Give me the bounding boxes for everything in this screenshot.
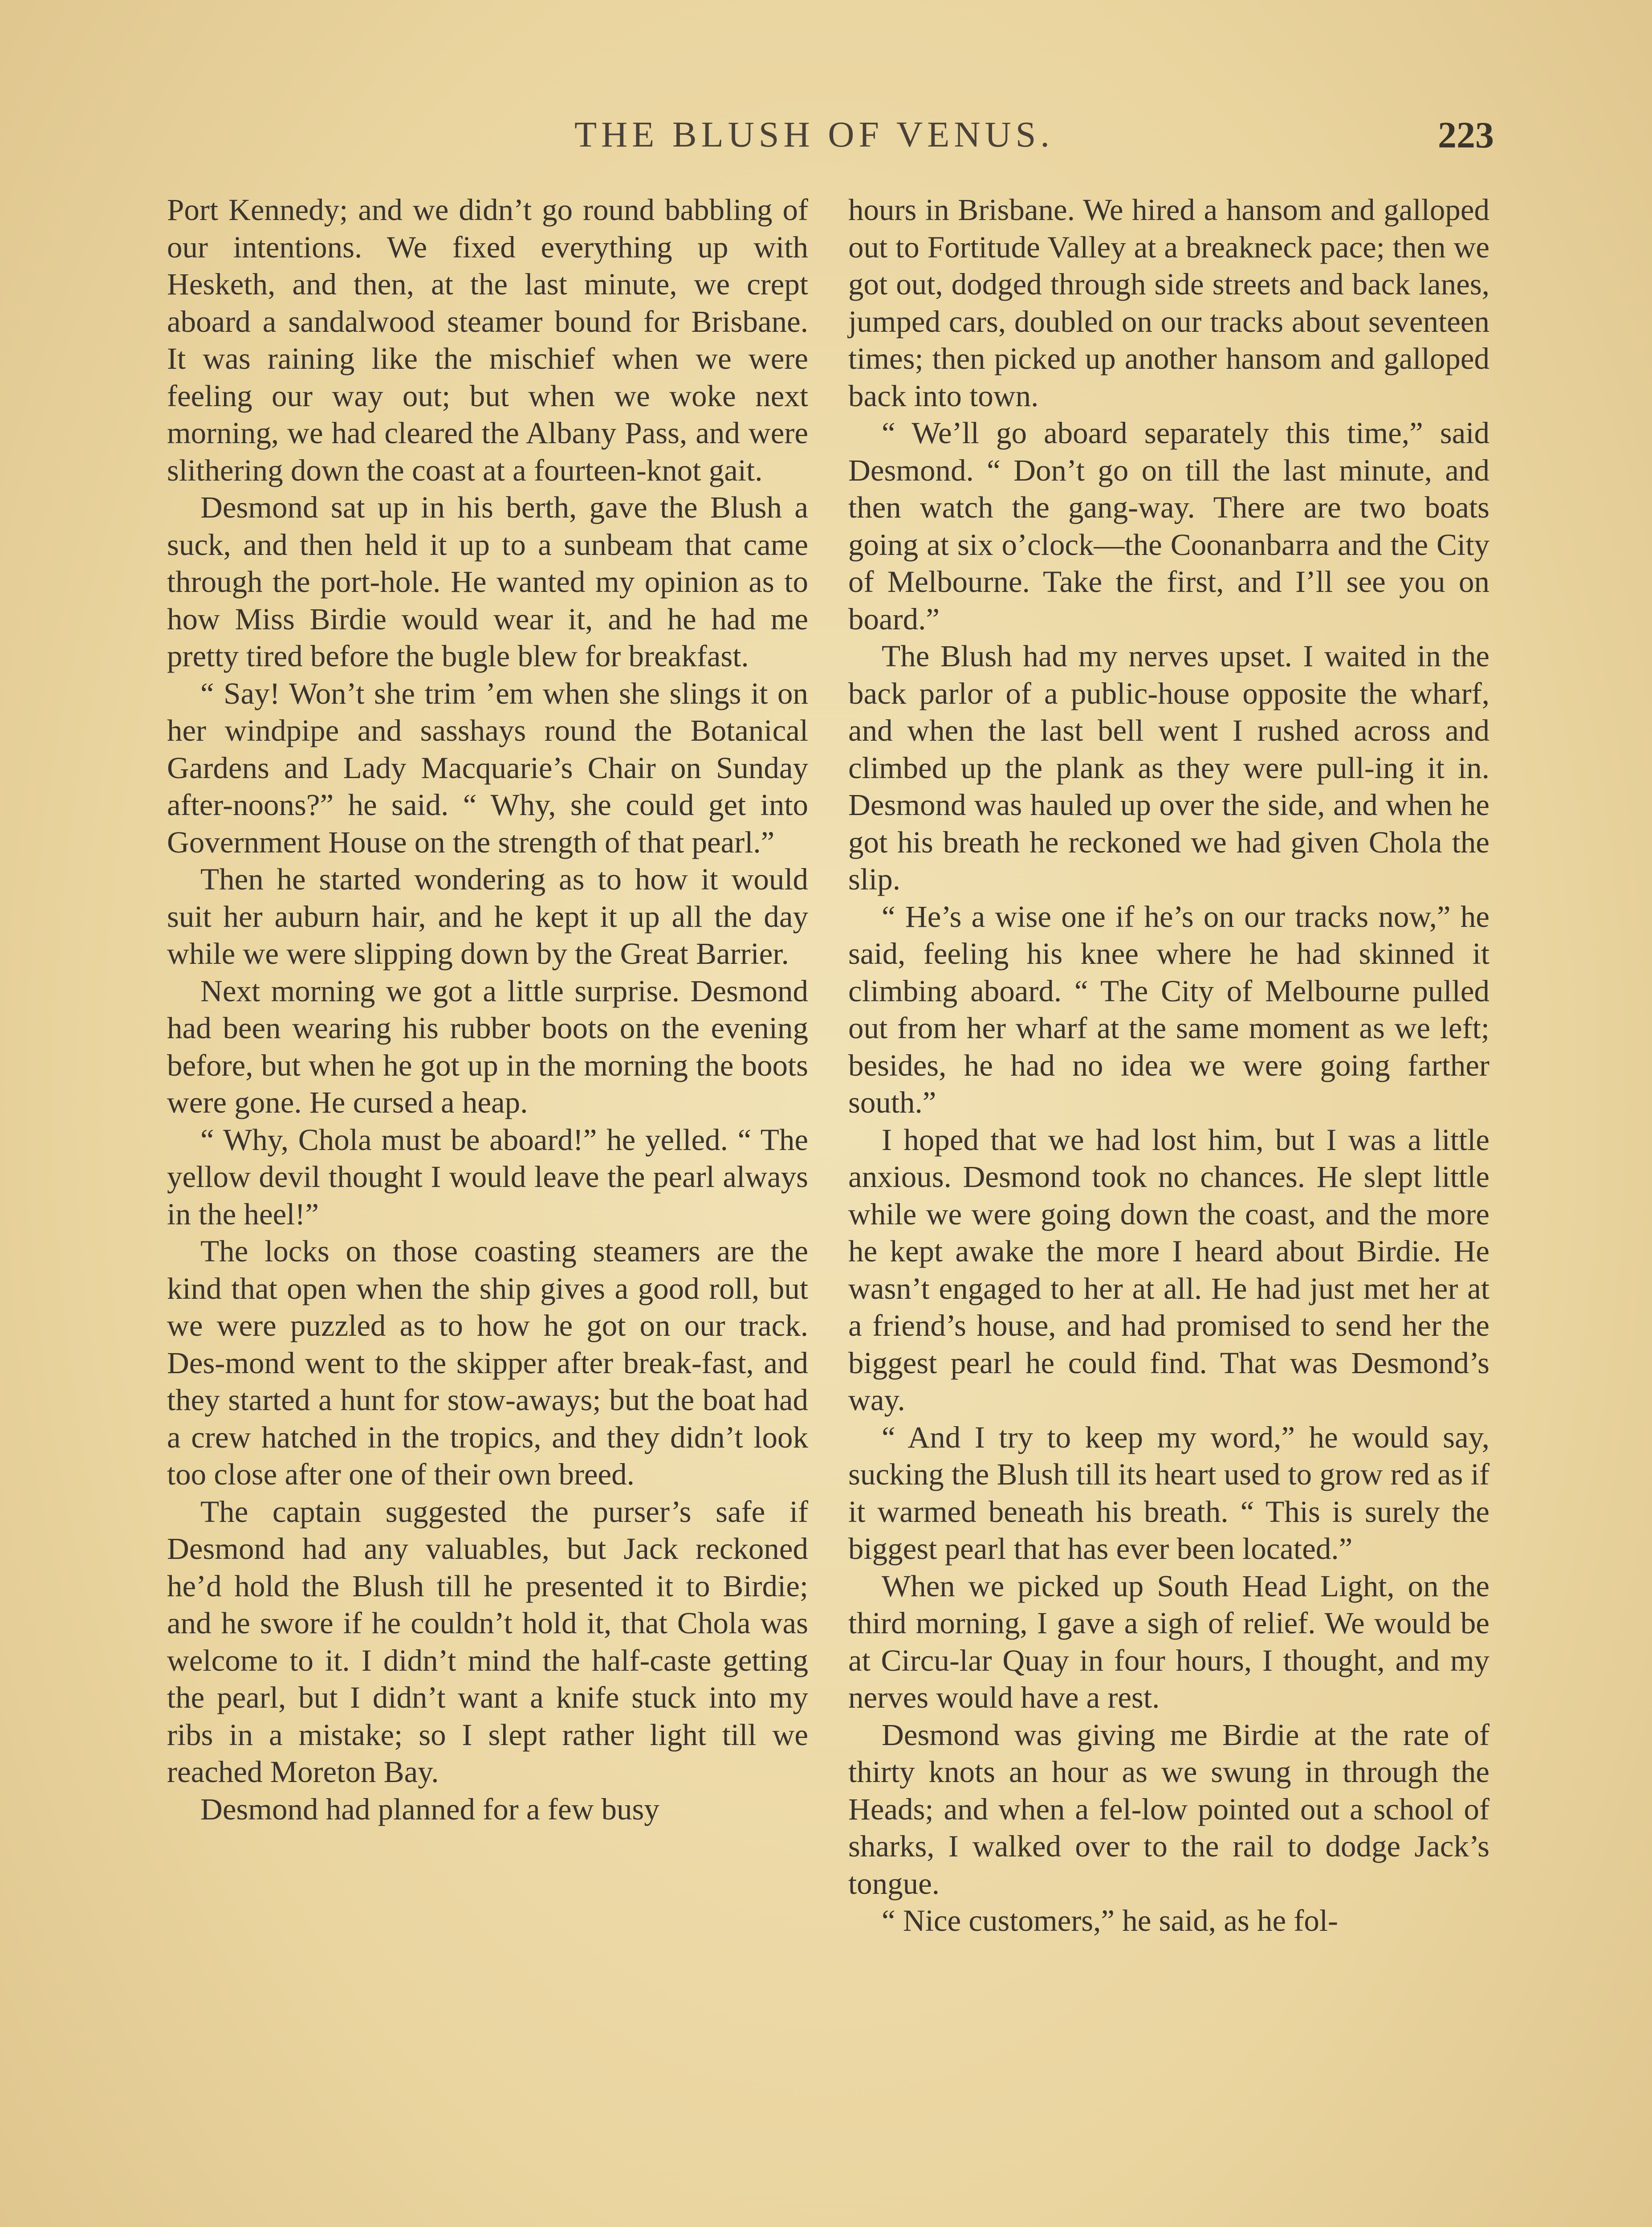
paragraph: Port Kennedy; and we didn’t go round babbling of our intentions. We fixed everything up with Hesketh, and then, at the last minute, we crept aboard a sandalwood steamer bound for Brisbane. It was raining like the mischief when we were feeling our way out; but when we woke next morning, we had cleared the Albany Pass, and were slithering down the coast at a fourteen-knot gait. bbox=[167, 193, 808, 487]
page-number: 223 bbox=[1438, 114, 1494, 156]
paragraph: The Blush had my nerves upset. I waited in the back parlor of a public-house opposite the wharf, and when the last bell went I rushed across and climbed up the plank as they were pull-ing it in. Desmond was hauled up over the side, and when he got his breath he reckoned we had given Chola the slip. bbox=[848, 639, 1489, 896]
paragraph: “ And I try to keep my word,” he would say, sucking the Blush till its heart used to grow red as if it warmed beneath his breath. “ This is surely the biggest pearl that has ever been located.” bbox=[848, 1420, 1489, 1566]
paragraph: “ He’s a wise one if he’s on our tracks now,” he said, feeling his knee where he had skinned it climbing aboard. “ The City of Melbourne pulled out from her wharf at the same moment as we left; besides, he had no idea we were going farther south.” bbox=[848, 899, 1489, 1119]
running-head-title: THE BLUSH OF VENUS. bbox=[574, 114, 1054, 155]
paragraph: I hoped that we had lost him, but I was a little anxious. Desmond took no chances. He slept little while we were going down the coast, and the more he kept awake the more I heard about Birdie. He wasn’t engaged to her at all. He had just met her at a friend’s house, and had promised to send her the biggest pearl he could find. That was Desmond’s way. bbox=[848, 1122, 1489, 1417]
paragraph: Desmond sat up in his berth, gave the Blush a suck, and then held it up to a sunbeam that came through the port-hole. He wanted my opinion as to how Miss Birdie would wear it, and he had me pretty tired before the bugle blew for breakfast. bbox=[167, 490, 808, 673]
paragraph: The locks on those coasting steamers are the kind that open when the ship gives a good roll, but we were puzzled as to how he got on our track. Des-mond went to the skipper after break-fast, and they started a hunt for stow-aways; but the boat had a crew hatched in the tropics, and they didn’t look too close after one of their own breed. bbox=[167, 1234, 808, 1491]
paragraph: Then he started wondering as to how it would suit her auburn hair, and he kept it up all the day while we were slipping down by the Great Barrier. bbox=[167, 862, 808, 971]
paragraph: “ Nice customers,” he said, as he fol- bbox=[882, 1904, 1339, 1937]
paragraph: “ We’ll go aboard separately this time,” said Desmond. “ Don’t go on till the last minute, and then watch the gang-way. There are two boats going at six o’clock—the Coonanbarra and the City of Melbourne. Take the first, and I’ll see you on board.” bbox=[848, 416, 1489, 636]
paragraph: Desmond had planned for a few busy bbox=[200, 1792, 659, 1826]
text-column-right bbox=[848, 192, 1489, 1940]
paragraph: “ Say! Won’t she trim ’em when she slings it on her windpipe and sasshays round the Botanical Gardens and Lady Macquarie’s Chair on Sunday after-noons?” he said. “ Why, she could get into Government House on the strength of that pearl.” bbox=[167, 676, 808, 859]
paragraph: Desmond was giving me Birdie at the rate of thirty knots an hour as we swung in through the Heads; and when a fel-low pointed out a school of sharks, I walked over to the rail to dodge Jack’s tongue. bbox=[848, 1717, 1489, 1901]
text-column-left bbox=[167, 192, 808, 1828]
paragraph: Next morning we got a little surprise. Desmond had been wearing his rubber boots on the evening before, but when he got up in the morning the boots were gone. He cursed a heap. bbox=[167, 974, 808, 1119]
paragraph: “ Why, Chola must be aboard!” he yelled. “ The yellow devil thought I would leave the pearl always in the heel!” bbox=[167, 1122, 808, 1231]
paragraph: The captain suggested the purser’s safe if Desmond had any valuables, but Jack reckoned he’d hold the Blush till he presented it to Birdie; and he swore if he couldn’t hold it, that Chola was welcome to it. I didn’t mind the half-caste getting the pearl, but I didn’t want a knife stuck into my ribs in a mistake; so I slept rather light till we reached Moreton Bay. bbox=[167, 1494, 808, 1789]
paragraph: hours in Brisbane. We hired a hansom and galloped out to Fortitude Valley at a breakneck pace; then we got out, dodged through side streets and back lanes, jumped cars, doubled on our tracks about seventeen times; then picked up another hansom and galloped back into town. bbox=[848, 193, 1489, 413]
paragraph: When we picked up South Head Light, on the third morning, I gave a sigh of relief. We would be at Circu-lar Quay in four hours, I thought, and my nerves would have a rest. bbox=[848, 1569, 1489, 1714]
